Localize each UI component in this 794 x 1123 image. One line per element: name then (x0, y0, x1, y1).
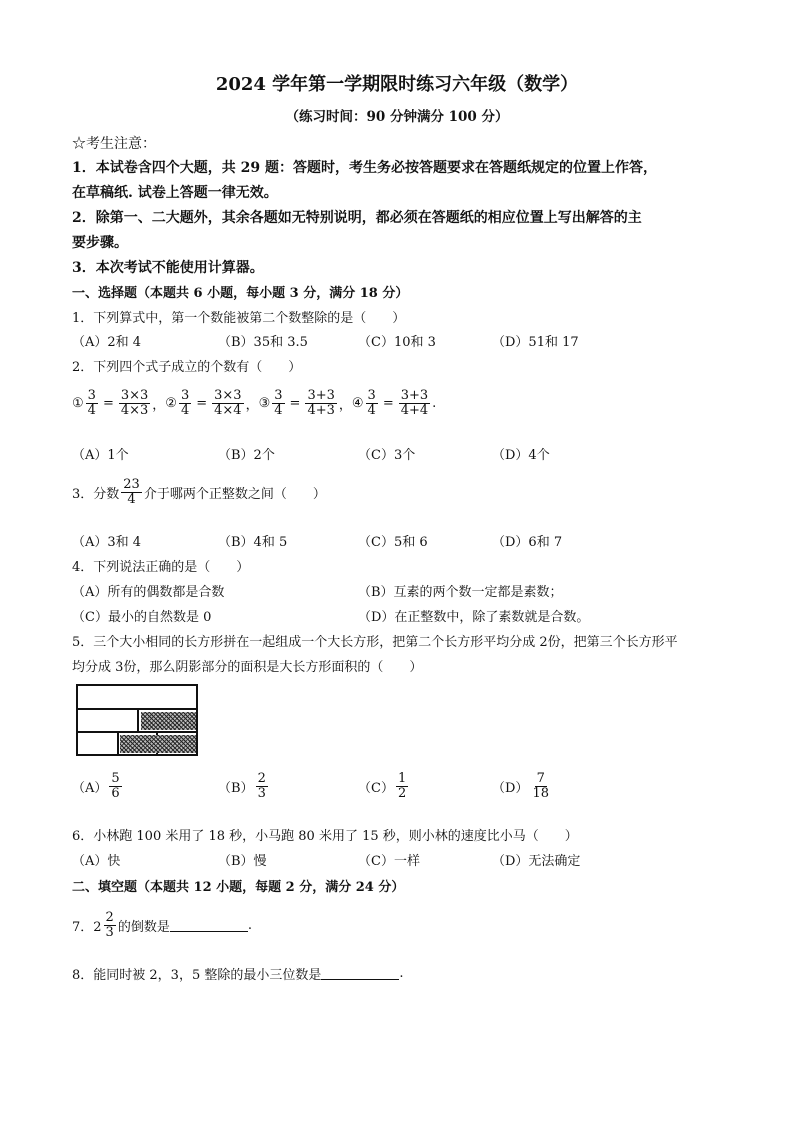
q3-fraction: $\frac{23}{4}$ (123, 477, 140, 507)
q1-option-a: （A）2和 4 (72, 335, 142, 350)
figure-row2-split (137, 710, 139, 731)
q2-marker-2: ② (165, 395, 177, 411)
q2-eq1-right: $\frac{3\times 3}{4\times 3}$ (120, 388, 149, 418)
q1-option-d: （D）51和 17 (492, 335, 579, 350)
shaded-area-row2 (141, 712, 196, 730)
notice-line-5: 3．本次考试不能使用计算器。 (72, 260, 264, 276)
q2-eq3-right: $\frac{3+3}{4+3}$ (307, 388, 335, 418)
q4-option-a: （A）所有的偶数都是合数 (72, 585, 225, 600)
shaded-area-row3 (120, 735, 196, 753)
figure-divider-2 (78, 731, 196, 733)
question-5-line-2: 均分成 3份，那么阴影部分的面积是大长方形面积的（ ） (72, 660, 423, 675)
q6-option-a: （A）快 (72, 854, 121, 869)
q2-option-d: （D）4个 (492, 448, 550, 463)
q2-option-a: （A）1个 (72, 448, 129, 463)
q2-option-b: （B）2个 (218, 448, 275, 463)
q2-marker-3: ③ (258, 395, 271, 411)
q2-eq2-left: $\frac{3}{4}$ (180, 388, 190, 418)
q8-answer-blank[interactable] (321, 967, 399, 980)
section-1-heading: 一、选择题（本题共 6 小题，每小题 3 分，满分 18 分） (72, 286, 409, 301)
q6-option-b: （B）慢 (218, 854, 267, 869)
q5-option-d: （D） $\frac{7}{18}$ (492, 771, 549, 801)
q3-option-d: （D）6和 7 (492, 535, 563, 550)
notice-line-4: 要步骤。 (72, 235, 128, 251)
question-1: 1．下列算式中，第一个数能被第二个数整除的是（ ） (72, 311, 406, 326)
q3-option-c: （C）5和 6 (358, 535, 428, 550)
q1-option-b: （B）35和 3.5 (218, 335, 308, 350)
q5-option-c: （C） $\frac{1}{2}$ (358, 771, 407, 801)
page-title: 2024 学年第一学期限时练习六年级（数学） (215, 74, 579, 95)
q2-eq1-left: $\frac{3}{4}$ (87, 388, 96, 418)
q5-option-a: （A） $\frac{5}{6}$ (72, 771, 120, 801)
question-8: 8．能同时被 2，3，5 整除的最小三位数是 . (72, 966, 404, 983)
question-2: 2．下列四个式子成立的个数有（ ） (72, 360, 302, 375)
section-2-heading: 二、填空题（本题共 12 小题，每题 2 分，满分 24 分） (72, 880, 405, 895)
q4-option-c: （C）最小的自然数是 0 (72, 610, 212, 625)
q6-option-c: （C）一样 (358, 854, 420, 869)
q7-fraction: $\frac{2}{3}$ (105, 910, 114, 940)
q4-option-d: （D）在正整数中，除了素数就是合数。 (358, 610, 590, 625)
question-5-line-1: 5．三个大小相同的长方形拼在一起组成一个大长方形，把第二个长方形平均分成 2份，把第三个长方形平 (72, 635, 678, 650)
notice-line-2: 在草稿纸. 试卷上答题一律无效。 (72, 185, 278, 201)
q5-option-b: （B） $\frac{2}{3}$ (218, 771, 266, 801)
page-subtitle: （练习时间：90 分钟满分 100 分） (285, 109, 509, 125)
q1-option-c: （C）10和 3 (358, 335, 436, 350)
q3-option-b: （B）4和 5 (218, 535, 288, 550)
q2-marker-4: ④ (351, 395, 364, 411)
q6-option-d: （D）无法确定 (492, 854, 581, 869)
notice-line-1: 1．本试卷含四个大题，共 29 题：答题时，考生务必按答题要求在答题纸规定的位置上作答， (72, 160, 657, 176)
notice-heading: ☆考生注意： (72, 136, 156, 152)
q2-eq4-right: $\frac{3+3}{4+4}$ (400, 388, 429, 418)
q2-option-c: （C）3个 (358, 448, 416, 463)
notice-line-3: 2．除第一、二大题外，其余各题如无特别说明，都必须在答题纸的相应位置上写出解答的主 (72, 210, 642, 226)
q3-option-a: （A）3和 4 (72, 535, 142, 550)
q2-eq2-right: $\frac{3\times 3}{4\times 4}$ (214, 388, 242, 418)
q2-marker-1: ① (72, 395, 84, 411)
question-4: 4．下列说法正确的是（ ） (72, 560, 250, 575)
q7-answer-blank[interactable] (170, 919, 248, 932)
q2-equations: ① $\frac{3}{4}$ = $\frac{3\times 3}{4\times 3}$ ， ② $\frac{3}{4}$ = $\frac{3\times 3}{4\times 4}$ ， ③ $\frac{3}{4}$ = $\frac{3+3}{4+3}$ ， ④ $\frac{3}{4}$ = $\frac{3+3}{4+4}$ . (72, 388, 437, 418)
q4-option-b: （B）互素的两个数一定都是素数； (358, 585, 563, 600)
figure-row3-split-1 (117, 733, 119, 754)
question-6: 6．小林跑 100 米用了 18 秒，小马跑 80 米用了 15 秒，则小林的速度比小马（ ） (72, 829, 578, 844)
q5-rectangle-figure (76, 684, 198, 756)
q2-eq4-left: $\frac{3}{4}$ (367, 388, 376, 418)
q2-eq3-left: $\frac{3}{4}$ (274, 388, 283, 418)
question-3: 3．分数 $\frac{23}{4}$ 介于哪两个正整数之间（ ） (72, 477, 326, 507)
question-7: 7．2 $\frac{2}{3}$ 的倒数是 . (72, 910, 252, 940)
